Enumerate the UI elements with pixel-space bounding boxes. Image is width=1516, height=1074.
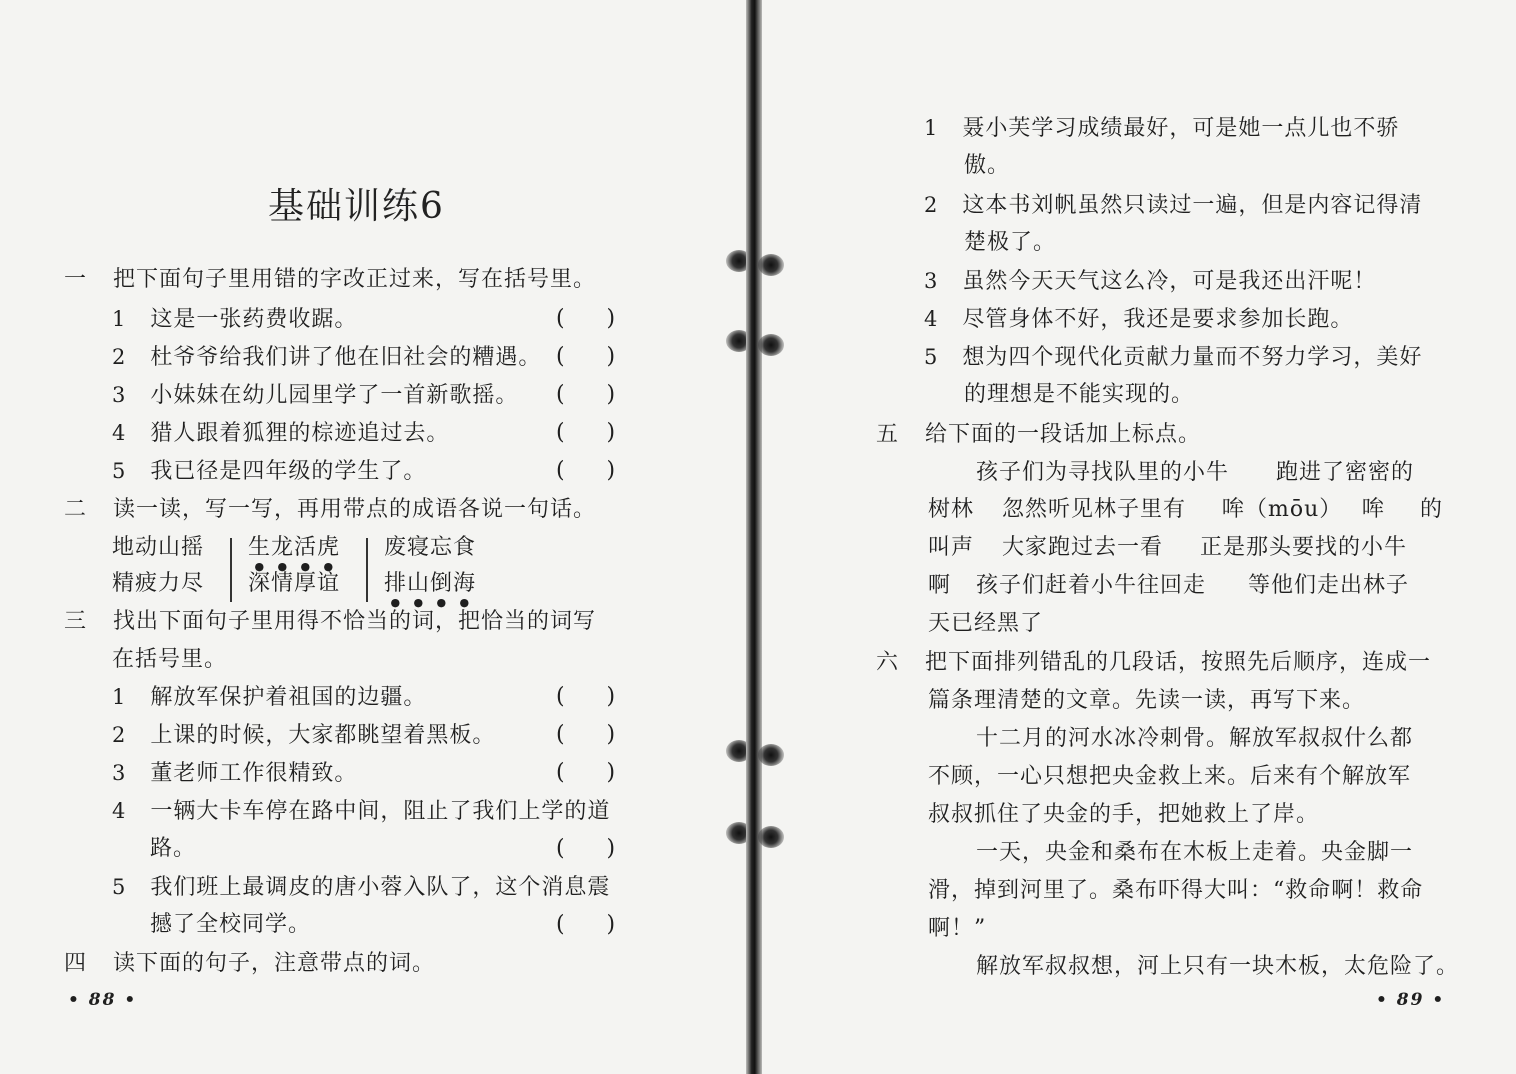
s6-p1-line3: 叔叔抓住了央金的手，把她救上了岸。	[928, 802, 1320, 827]
section-3-number: 三	[64, 609, 88, 634]
s5-text-11: 啊	[928, 573, 952, 598]
s3-item-5-number: 5	[112, 875, 127, 899]
s4-item-4	[924, 304, 1353, 335]
s4-item-2-text: 这本书刘帆虽然只读过一遍，但是内容记得清	[962, 193, 1423, 218]
s4-item-2	[924, 190, 1422, 221]
section-5-heading	[876, 420, 1201, 450]
s3-item-5-cont: 撼了全校同学。	[150, 912, 312, 937]
section-5-number: 五	[876, 422, 900, 447]
s3-item-1-text: 解放军保护着祖国的边疆。	[150, 685, 427, 710]
idiom-r1-c2: 生龙活虎	[248, 535, 341, 560]
s4-item-2-number: 2	[924, 193, 939, 217]
s5-text-7: 的	[1420, 497, 1444, 522]
idiom-r2-c3: 排山倒海	[384, 571, 477, 596]
s1-item-5	[112, 456, 426, 487]
s3-answer-blank-5[interactable]: ( )	[556, 912, 616, 937]
s5-text-8: 叫声	[928, 535, 975, 560]
s3-item-2-number: 2	[112, 723, 127, 747]
s1-item-1-number: 1	[112, 307, 127, 331]
s4-item-3	[924, 266, 1376, 297]
section-2-heading	[64, 495, 596, 525]
s6-p2-line3: 啊！”	[928, 916, 987, 941]
s4-item-1-text: 聂小芙学习成绩最好，可是她一点儿也不骄	[962, 116, 1400, 141]
s3-item-2-text: 上课的时候，大家都眺望着黑板。	[150, 723, 496, 748]
s4-item-2-cont: 楚极了。	[964, 230, 1057, 255]
s3-answer-blank-4[interactable]: ( )	[556, 836, 616, 861]
s1-item-4-text: 猎人跟着狐狸的棕迹追过去。	[150, 421, 450, 446]
s4-item-5	[924, 342, 1422, 373]
s3-item-2	[112, 720, 495, 751]
right-page	[762, 0, 1516, 1074]
s3-answer-blank-1[interactable]: ( )	[556, 684, 616, 709]
s1-item-4	[112, 418, 449, 449]
left-page	[0, 0, 746, 1074]
s1-item-3-text: 小妹妹在幼儿园里学了一首新歌摇。	[150, 383, 519, 408]
s6-p1-line1: 十二月的河水冰冷刺骨。解放军叔叔什么都	[976, 726, 1414, 751]
binding-hole	[758, 744, 784, 766]
section-4-heading	[64, 949, 435, 979]
s4-item-4-text: 尽管身体不好，我还是要求参加长跑。	[962, 307, 1354, 332]
s1-item-4-number: 4	[112, 421, 127, 445]
s1-item-5-text: 我已径是四年级的学生了。	[150, 459, 427, 484]
s5-text-4: 忽然听见林子里有	[1002, 497, 1187, 522]
binding-hole	[758, 334, 784, 356]
s4-item-3-text: 虽然今天天气这么冷，可是我还出汗呢！	[962, 269, 1377, 294]
s3-item-1-number: 1	[112, 685, 127, 709]
binding-hole	[758, 826, 784, 848]
section-6-number: 六	[876, 650, 900, 675]
s3-item-1	[112, 682, 426, 713]
section-4-title: 读下面的句子，注意带点的词。	[113, 951, 436, 976]
s5-text-6: 哞	[1362, 497, 1386, 522]
s1-answer-blank-5[interactable]: ( )	[556, 458, 616, 483]
s3-answer-blank-2[interactable]: ( )	[556, 722, 616, 747]
s1-answer-blank-2[interactable]: ( )	[556, 344, 616, 369]
s1-item-2-text: 杜爷爷给我们讲了他在旧社会的糟遇。	[150, 345, 542, 370]
idiom-divider-2	[366, 538, 368, 602]
page-number-left: • 88 •	[68, 990, 138, 1010]
s5-text-9: 大家跑过去一看	[1002, 535, 1164, 560]
s1-answer-blank-1[interactable]: ( )	[556, 306, 616, 331]
s4-item-5-cont: 的理想是不能实现的。	[964, 382, 1195, 407]
s3-answer-blank-3[interactable]: ( )	[556, 760, 616, 785]
s3-item-5-text: 我们班上最调皮的唐小蓉入队了，这个消息震	[150, 875, 611, 900]
s3-item-5	[112, 872, 610, 903]
s1-item-5-number: 5	[112, 459, 127, 483]
s5-text-5: 哞（mōu）	[1222, 497, 1343, 522]
s5-text-12: 孩子们赶着小牛往回走	[976, 573, 1207, 598]
s3-item-3	[112, 758, 357, 789]
section-5-title: 给下面的一段话加上标点。	[925, 422, 1202, 447]
s4-item-1-cont: 傲。	[964, 153, 1011, 178]
idiom-r2-c1: 精疲力尽	[112, 571, 205, 596]
s5-text-10: 正是那头要找的小牛	[1200, 535, 1408, 560]
s1-item-1-text: 这是一张药费收踞。	[150, 307, 358, 332]
idiom-divider-1	[230, 538, 232, 602]
s5-text-1: 孩子们为寻找队里的小牛	[976, 460, 1230, 485]
section-6-title-line2: 篇条理清楚的文章。先读一读，再写下来。	[928, 688, 1366, 713]
s1-item-2-number: 2	[112, 345, 127, 369]
idiom-r2-c2: 深情厚谊	[248, 571, 341, 596]
section-3-title-line1: 找出下面句子里用得不恰当的词，把恰当的词写	[113, 609, 597, 634]
s1-answer-blank-4[interactable]: ( )	[556, 420, 616, 445]
s3-item-3-text: 董老师工作很精致。	[150, 761, 358, 786]
section-6-title-line1: 把下面排列错乱的几段话，按照先后顺序，连成一	[925, 650, 1432, 675]
s1-item-3-number: 3	[112, 383, 127, 407]
s5-text-14: 天已经黑了	[928, 611, 1044, 636]
section-4-number: 四	[64, 951, 88, 976]
s3-item-3-number: 3	[112, 761, 127, 785]
section-2-number: 二	[64, 497, 88, 522]
s1-item-3	[112, 380, 518, 411]
exercise-title: 基础训练6	[268, 186, 445, 227]
section-3-title-line2: 在括号里。	[112, 647, 228, 672]
s4-item-4-number: 4	[924, 307, 939, 331]
s5-text-13: 等他们走出林子	[1248, 573, 1410, 598]
section-2-title: 读一读，写一写，再用带点的成语各说一句话。	[113, 497, 597, 522]
s5-text-2: 跑进了密密的	[1276, 460, 1415, 485]
section-6-heading	[876, 648, 1431, 678]
s4-item-1	[924, 113, 1399, 144]
s6-p2-line2: 滑，掉到河里了。桑布吓得大叫：“救命啊！救命	[928, 878, 1424, 903]
book-spine	[746, 0, 762, 1074]
s6-p2-line1: 一天，央金和桑布在木板上走着。央金脚一	[976, 840, 1414, 865]
s3-item-4-number: 4	[112, 799, 127, 823]
section-3-heading	[64, 607, 596, 637]
section-1-title: 把下面句子里用错的字改正过来，写在括号里。	[113, 267, 597, 292]
s4-item-5-text: 想为四个现代化贡献力量而不努力学习，美好	[962, 345, 1423, 370]
binding-hole	[758, 254, 784, 276]
s6-p3-line1: 解放军叔叔想，河上只有一块木板，太危险了。	[976, 954, 1460, 979]
s4-item-1-number: 1	[924, 116, 939, 140]
page-number-right: • 89 •	[1376, 990, 1446, 1010]
idiom-r1-c1: 地动山摇	[112, 535, 205, 560]
s1-item-2	[112, 342, 541, 373]
section-1-heading	[64, 265, 596, 295]
s6-p1-line2: 不顾，一心只想把央金救上来。后来有个解放军	[928, 764, 1412, 789]
s3-item-4-cont: 路。	[150, 836, 197, 861]
section-1-number: 一	[64, 267, 88, 292]
s1-answer-blank-3[interactable]: ( )	[556, 382, 616, 407]
s4-item-3-number: 3	[924, 269, 939, 293]
s1-item-1	[112, 304, 357, 335]
s5-text-3: 树林	[928, 497, 975, 522]
s3-item-4-text: 一辆大卡车停在路中间，阻止了我们上学的道	[150, 799, 611, 824]
s4-item-5-number: 5	[924, 345, 939, 369]
idiom-r1-c3: 废寝忘食	[384, 535, 477, 560]
s3-item-4	[112, 796, 610, 827]
